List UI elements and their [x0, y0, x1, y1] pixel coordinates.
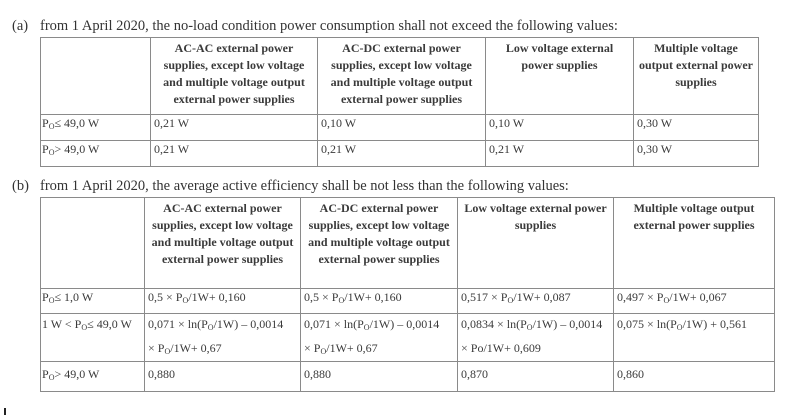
table-cell: $0,071 \times \ln(P_O/1W) - 0,0014$ × $P_O/1W+ 0,67$ [301, 314, 458, 362]
section-b-intro [12, 178, 569, 195]
row-label: $P_O\le 1,0$ W [41, 289, 145, 314]
average-efficiency-table [40, 197, 775, 392]
table-cell: $0,497 \times P_O/1W+ 0,067$ [614, 289, 775, 314]
no-load-consumption-table [40, 37, 759, 167]
header-cell: Multiple voltage output external power supplies [634, 38, 759, 115]
table-row [41, 362, 775, 392]
table-cell: 0,21 W [318, 141, 486, 167]
table-cell: $0,517 \times P_O/1W+ 0,087$ [458, 289, 614, 314]
section-a-text: from 1 April 2020, the no-load condition power consumption shall not exceed the following values: [40, 18, 618, 34]
header-cell: AC-DC external power supplies, except low voltage and multiple voltage output external power supplies [318, 38, 486, 115]
table-cell: 0,21 W [151, 141, 318, 167]
header-cell: Low voltage external power supplies [458, 198, 614, 289]
text-cursor-mark [4, 408, 6, 415]
header-cell: Multiple voltage output external power supplies [614, 198, 775, 289]
table-cell: $0,5 \times P_O/1W+ 0,160$ [301, 289, 458, 314]
row-label: $P_O\le 49,0$ W [41, 115, 151, 141]
section-b-marker: (b) [12, 178, 29, 194]
row-label: $P_O> 49,0$ W [41, 362, 145, 392]
header-cell [41, 198, 145, 289]
table-cell: 0,880 [301, 362, 458, 392]
table-cell: 0,10 W [486, 115, 634, 141]
table-cell: 0,30 W [634, 141, 759, 167]
header-cell [41, 38, 151, 115]
table-cell: 0,880 [145, 362, 301, 392]
header-cell: AC-AC external power supplies, except low voltage and multiple voltage output external power supplies [145, 198, 301, 289]
table-row [41, 115, 759, 141]
table-header-row [41, 38, 759, 115]
header-cell: AC-DC external power supplies, except low voltage and multiple voltage output external power supplies [301, 198, 458, 289]
section-b-text: from 1 April 2020, the average active efficiency shall be not less than the following values: [40, 178, 569, 194]
section-a-marker: (a) [12, 18, 29, 34]
table-cell: $0,5 \times P_O/1W+ 0,160$ [145, 289, 301, 314]
table-cell: 0,860 [614, 362, 775, 392]
table-cell: 0,21 W [486, 141, 634, 167]
table-row [41, 141, 759, 167]
table-row [41, 289, 775, 314]
section-a-intro [12, 18, 618, 35]
table-cell: 0,21 W [151, 115, 318, 141]
table-row [41, 314, 775, 362]
table-cell: 0,10 W [318, 115, 486, 141]
table-cell: $0,071 \times \ln(P_O/1W) - 0,0014$ × $P_O/1W+ 0,67$ [145, 314, 301, 362]
row-label: 1 $W < P_O\le 49,0$ W [41, 314, 145, 362]
header-cell: Low voltage external power supplies [486, 38, 634, 115]
table-cell: 0,870 [458, 362, 614, 392]
table-cell: $0,075 \times \ln(P_O/1W) + 0,561$ [614, 314, 775, 362]
row-label: $P_O> 49,0$ W [41, 141, 151, 167]
header-cell: AC-AC external power supplies, except low voltage and multiple voltage output external power supplies [151, 38, 318, 115]
table-cell: $0,0834 \times \ln(P_O/1W) - 0,0014$ × Po/1W+ 0,609 [458, 314, 614, 362]
table-header-row [41, 198, 775, 289]
table-cell: 0,30 W [634, 115, 759, 141]
